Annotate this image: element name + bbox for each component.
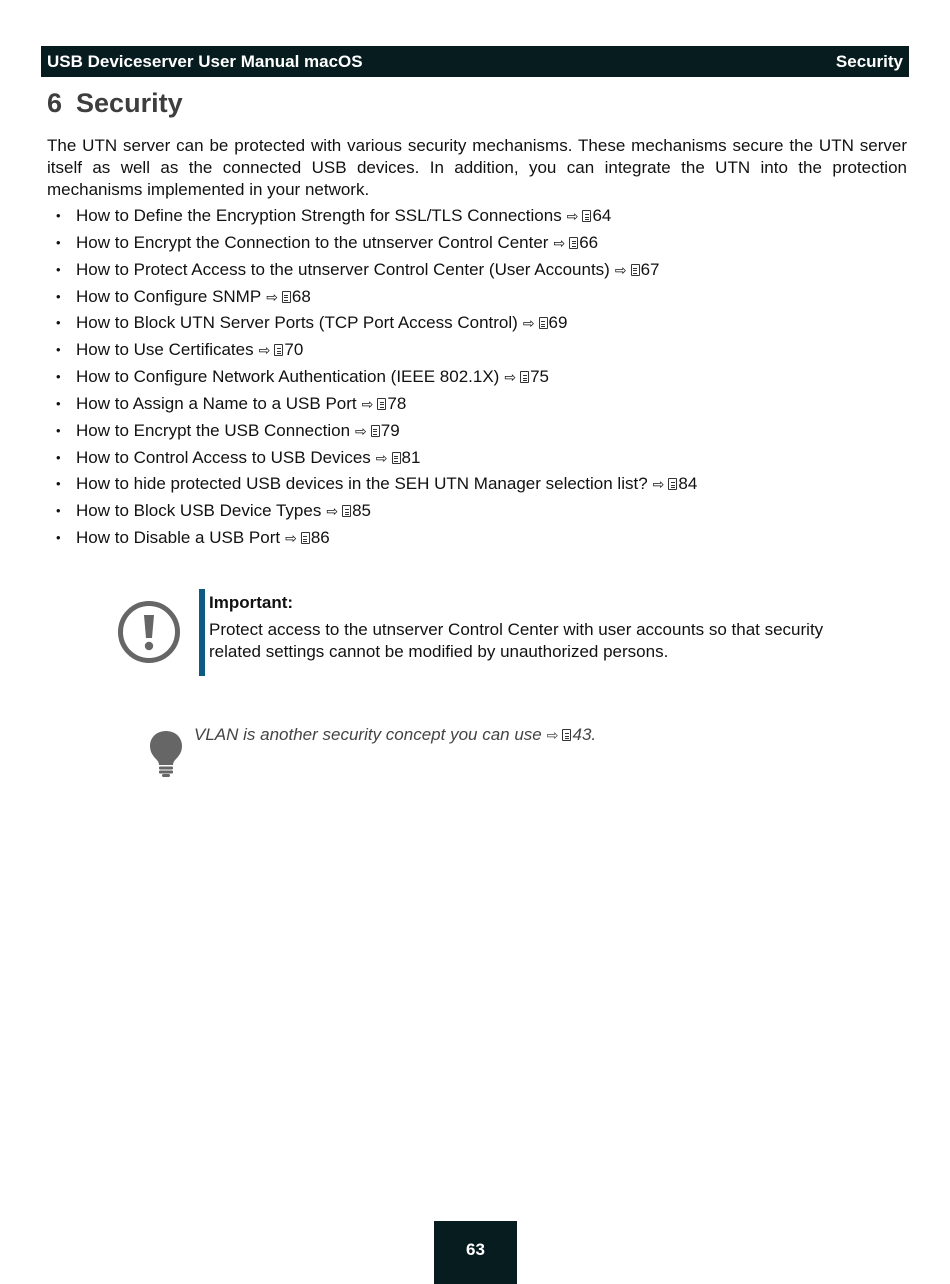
- topic-link-item[interactable]: [47, 257, 907, 284]
- important-title: Important:: [209, 593, 294, 612]
- bullet: •: [56, 449, 61, 465]
- bullet: •: [56, 288, 61, 304]
- bullet: •: [56, 234, 61, 250]
- right-arrow-icon: ⇨: [375, 450, 388, 467]
- page-reference[interactable]: 67: [640, 259, 660, 279]
- exclamation-circle-icon: [117, 600, 181, 664]
- bullet: •: [56, 369, 61, 385]
- page-reference[interactable]: 64: [592, 206, 612, 225]
- page-reference[interactable]: 69: [548, 313, 568, 333]
- topic-link-item[interactable]: [47, 525, 907, 552]
- page-reference[interactable]: 70: [284, 340, 304, 360]
- page-reference[interactable]: 84: [678, 474, 698, 494]
- page-icon: [301, 532, 310, 544]
- topic-link-item[interactable]: [47, 203, 907, 230]
- right-arrow-icon: ⇨: [326, 504, 339, 521]
- chapter-number: 6: [47, 88, 63, 118]
- lightbulb-icon: [148, 729, 184, 777]
- topic-link-text[interactable]: How to Block UTN Server Ports (TCP Port Access Control): [76, 313, 518, 333]
- right-arrow-icon: ⇨: [652, 477, 665, 494]
- topic-link-text[interactable]: How to Configure SNMP: [76, 286, 262, 306]
- right-arrow-icon: ⇨: [266, 289, 278, 306]
- page-reference[interactable]: 85: [352, 501, 371, 521]
- topic-link-item[interactable]: [47, 230, 907, 257]
- tip-page-reference[interactable]: 43: [572, 725, 592, 744]
- topic-link-text[interactable]: How to Control Access to USB Devices: [76, 447, 371, 467]
- topic-link-item[interactable]: [47, 284, 907, 311]
- tip-text-body: VLAN is another security concept you can use: [194, 725, 542, 744]
- right-arrow-icon: ⇨: [355, 423, 367, 440]
- page-icon: [274, 344, 283, 356]
- right-arrow-icon: ⇨: [285, 531, 297, 548]
- topic-link-text[interactable]: How to Encrypt the USB Connection: [76, 420, 351, 440]
- page-reference[interactable]: 68: [291, 286, 311, 306]
- page-reference[interactable]: 79: [380, 420, 400, 440]
- bullet: •: [56, 315, 61, 331]
- topic-link-text[interactable]: How to hide protected USB devices in the SEH UTN Manager selection list?: [76, 474, 648, 494]
- right-arrow-icon: ⇨: [614, 262, 627, 279]
- page-reference[interactable]: 66: [579, 232, 599, 252]
- page-icon: [582, 210, 591, 222]
- topic-link-item[interactable]: [47, 391, 907, 418]
- right-arrow-icon: ⇨: [566, 209, 579, 225]
- page-icon: [342, 505, 351, 517]
- page-icon: [371, 425, 380, 437]
- topic-link-item[interactable]: [47, 337, 907, 364]
- right-arrow-icon: ⇨: [504, 370, 517, 387]
- chapter-title: Security: [76, 88, 183, 118]
- important-text: Protect access to the utnserver Control Center with user accounts so that security related settings cannot be modified by unauthorized persons.: [209, 620, 824, 661]
- intro-paragraph: The UTN server can be protected with various security mechanisms. These mechanisms secure the UTN server itself as well as the connected USB devices. In addition, you can integrate the UTN into the protection mechanisms implemented in your network.: [47, 136, 907, 199]
- page-reference[interactable]: 75: [530, 367, 549, 387]
- topic-link-item[interactable]: [47, 310, 907, 337]
- manual-title: USB Deviceserver User Manual macOS: [47, 51, 363, 71]
- bullet: •: [56, 476, 61, 492]
- topic-link-item[interactable]: [47, 498, 907, 525]
- page-icon: [282, 291, 291, 303]
- topic-link-text[interactable]: How to Encrypt the Connection to the utnserver Control Center: [76, 232, 549, 252]
- bullet: •: [56, 395, 61, 411]
- topic-link-item[interactable]: [47, 471, 907, 498]
- right-arrow-icon: ⇨: [258, 343, 271, 360]
- important-accent-bar: [199, 589, 205, 676]
- page-number: 63: [434, 1221, 517, 1284]
- topic-link-item[interactable]: [47, 364, 907, 391]
- right-arrow-icon: ⇨: [361, 396, 374, 413]
- page-reference[interactable]: 78: [387, 393, 407, 413]
- topic-link-text[interactable]: How to Use Certificates: [76, 340, 254, 360]
- page-header: [41, 46, 909, 77]
- topic-link-text[interactable]: How to Block USB Device Types: [76, 501, 322, 521]
- right-arrow-icon: ⇨: [553, 235, 566, 252]
- bullet: •: [56, 530, 61, 546]
- page-icon: [392, 452, 401, 464]
- tip-text-end: .: [591, 725, 597, 744]
- bullet: •: [56, 342, 61, 358]
- topic-link-list: [47, 203, 907, 552]
- page-icon: [631, 264, 640, 276]
- bullet: •: [56, 261, 61, 277]
- page-reference[interactable]: 81: [401, 447, 421, 467]
- bullet: •: [56, 503, 61, 519]
- topic-link-text[interactable]: How to Assign a Name to a USB Port: [76, 393, 357, 413]
- page-icon: [562, 729, 571, 741]
- right-arrow-icon: ⇨: [522, 316, 535, 333]
- topic-link-text[interactable]: How to Protect Access to the utnserver Control Center (User Accounts): [76, 259, 610, 279]
- chapter-heading: [47, 88, 183, 119]
- topic-link-text[interactable]: How to Configure Network Authentication (IEEE 802.1X): [76, 367, 500, 387]
- bullet: •: [56, 422, 61, 438]
- page-icon: [569, 237, 578, 249]
- page-icon: [539, 317, 548, 329]
- page-reference[interactable]: 86: [310, 528, 330, 548]
- right-arrow-icon: ⇨: [546, 728, 559, 744]
- topic-link-item[interactable]: [47, 418, 907, 445]
- page-icon: [668, 478, 677, 490]
- tip-text: [194, 724, 596, 747]
- bullet: •: [56, 208, 61, 223]
- section-title: Security: [835, 51, 903, 71]
- topic-link-item[interactable]: [47, 445, 907, 472]
- page-icon: [520, 371, 529, 383]
- topic-link-text[interactable]: How to Define the Encryption Strength for SSL/TLS Connections: [76, 206, 562, 225]
- page-icon: [377, 398, 386, 410]
- topic-link-text[interactable]: How to Disable a USB Port: [76, 528, 281, 548]
